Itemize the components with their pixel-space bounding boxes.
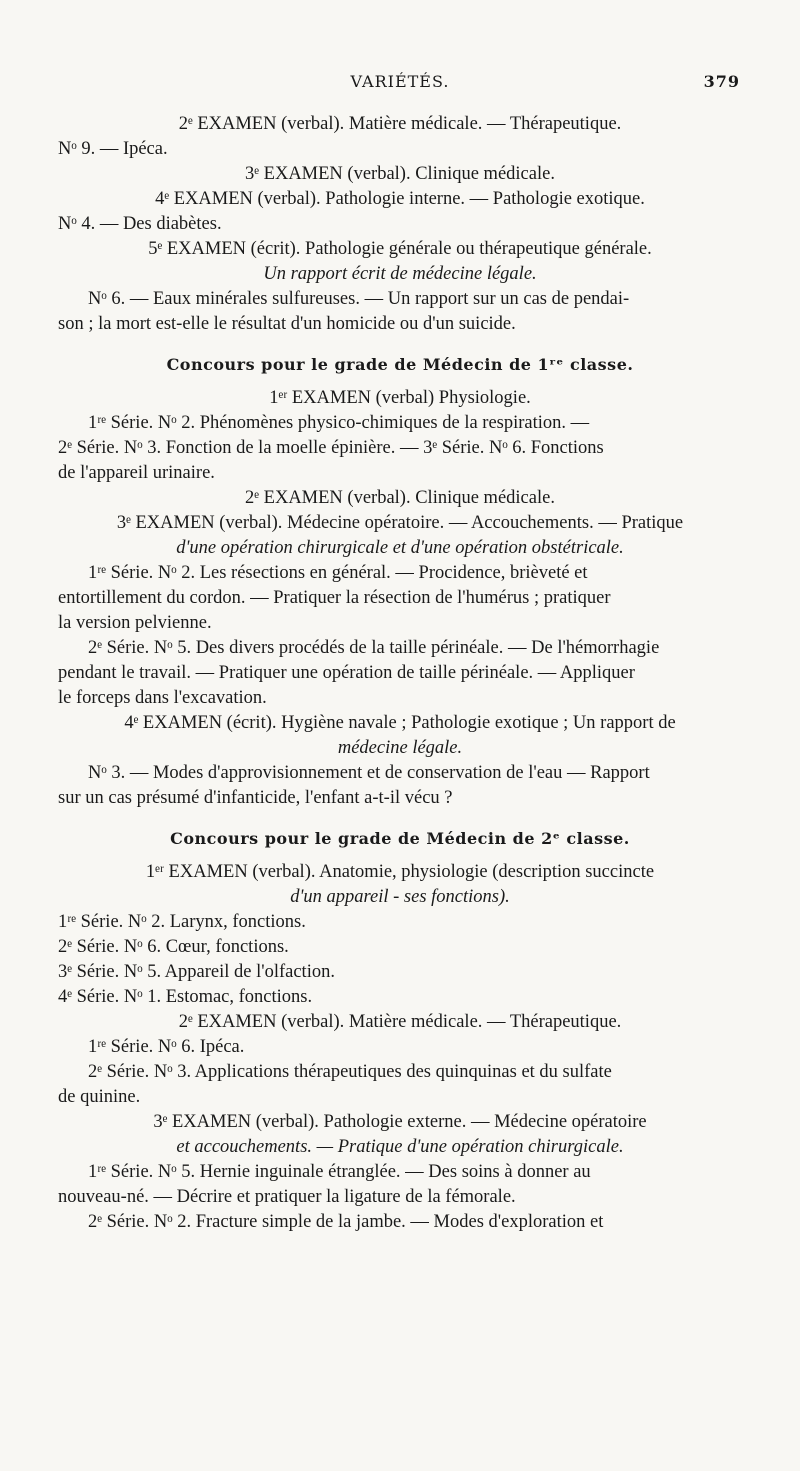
text-line: 4ᵉ EXAMEN (écrit). Hygiène navale ; Pathologie exotique ; Un rapport de bbox=[124, 713, 676, 733]
text-line: 2ᵉ EXAMEN (verbal). Matière médicale. — Thérapeutique. bbox=[178, 114, 622, 134]
text-line: 2ᵉ Série. Nᵒ 6. Cœur, fonctions. bbox=[58, 937, 289, 957]
page-body bbox=[58, 112, 742, 1235]
text-line: de l'appareil urinaire. bbox=[58, 463, 215, 483]
text-line: 5ᵉ EXAMEN (écrit). Pathologie générale ou thérapeutique générale. bbox=[148, 239, 652, 259]
text-line: 2ᵉ Série. Nᵒ 2. Fracture simple de la jambe. — Modes d'exploration et bbox=[88, 1212, 604, 1232]
text-line: 3ᵉ EXAMEN (verbal). Pathologie externe. — Médecine opératoire bbox=[153, 1112, 647, 1132]
text-line: d'une opération chirurgicale et d'une opération obstétricale. bbox=[176, 538, 624, 558]
text-line: 2ᵉ Série. Nᵒ 3. Applications thérapeutiques des quinquinas et du sulfate bbox=[88, 1062, 612, 1082]
text-line: 1ʳᵉ Série. Nᵒ 2. Larynx, fonctions. bbox=[58, 912, 306, 932]
page-header bbox=[60, 72, 740, 96]
text-line: d'un appareil - ses fonctions). bbox=[290, 887, 510, 907]
text-line: 1ʳᵉ Série. Nᵒ 5. Hernie inguinale étranglée. — Des soins à donner au bbox=[88, 1162, 591, 1182]
text-line: et accouchements. — Pratique d'une opération chirurgicale. bbox=[176, 1137, 624, 1157]
text-line: entortillement du cordon. — Pratiquer la résection de l'humérus ; pratiquer bbox=[58, 588, 611, 608]
text-line: 2ᵉ Série. Nᵒ 3. Fonction de la moelle épinière. — 3ᵉ Série. Nᵒ 6. Fonctions bbox=[58, 438, 604, 458]
text-line: le forceps dans l'excavation. bbox=[58, 688, 267, 708]
text-line: Un rapport écrit de médecine légale. bbox=[263, 264, 537, 284]
text-line: la version pelvienne. bbox=[58, 613, 212, 633]
text-line: 1ʳᵉ Série. Nᵒ 2. Les résections en général. — Procidence, brièveté et bbox=[88, 563, 588, 583]
text-line: nouveau-né. — Décrire et pratiquer la ligature de la fémorale. bbox=[58, 1187, 516, 1207]
text-line: 4ᵉ EXAMEN (verbal). Pathologie interne. — Pathologie exotique. bbox=[155, 189, 645, 209]
text-line: 2ᵉ EXAMEN (verbal). Clinique médicale. bbox=[245, 488, 555, 508]
text-line: Nᵒ 9. — Ipéca. bbox=[58, 139, 168, 159]
text-line: Nᵒ 6. — Eaux minérales sulfureuses. — Un rapport sur un cas de pendai- bbox=[88, 289, 630, 309]
text-line: 2ᵉ EXAMEN (verbal). Matière médicale. — Thérapeutique. bbox=[178, 1012, 622, 1032]
text-line: Nᵒ 4. — Des diabètes. bbox=[58, 214, 222, 234]
text-line: son ; la mort est-elle le résultat d'un homicide ou d'un suicide. bbox=[58, 314, 516, 334]
text-line: Nᵒ 3. — Modes d'approvisionnement et de conservation de l'eau — Rapport bbox=[88, 763, 650, 783]
text-line: 2ᵉ Série. Nᵒ 5. Des divers procédés de la taille périnéale. — De l'hémorrhagie bbox=[88, 638, 660, 658]
text-line: 3ᵉ EXAMEN (verbal). Clinique médicale. bbox=[245, 164, 555, 184]
running-title: VARIÉTÉS. bbox=[350, 72, 450, 91]
text-line: 1ᵉʳ EXAMEN (verbal). Anatomie, physiologie (description succincte bbox=[145, 862, 655, 882]
text-line: 1ʳᵉ Série. Nᵒ 2. Phénomènes physico-chimiques de la respiration. — bbox=[88, 413, 590, 433]
text-line: 3ᵉ Série. Nᵒ 5. Appareil de l'olfaction. bbox=[58, 962, 335, 982]
page-number: 379 bbox=[703, 72, 740, 91]
text-line: de quinine. bbox=[58, 1087, 141, 1107]
text-line: 3ᵉ EXAMEN (verbal). Médecine opératoire. — Accouchements. — Pratique bbox=[116, 513, 684, 533]
section-heading: Concours pour le grade de Médecin de 1ʳᵉ classe. bbox=[166, 355, 634, 374]
text-line: pendant le travail. — Pratiquer une opération de taille périnéale. — Appliquer bbox=[58, 663, 635, 683]
text-line: sur un cas présumé d'infanticide, l'enfant a-t-il vécu ? bbox=[58, 788, 453, 808]
text-line: médecine légale. bbox=[337, 738, 463, 758]
text-line: 1ᵉʳ EXAMEN (verbal) Physiologie. bbox=[269, 388, 531, 408]
section-heading: Concours pour le grade de Médecin de 2ᵉ classe. bbox=[170, 829, 630, 848]
text-line: 1ʳᵉ Série. Nᵒ 6. Ipéca. bbox=[88, 1037, 245, 1057]
text-line: 4ᵉ Série. Nᵒ 1. Estomac, fonctions. bbox=[58, 987, 313, 1007]
